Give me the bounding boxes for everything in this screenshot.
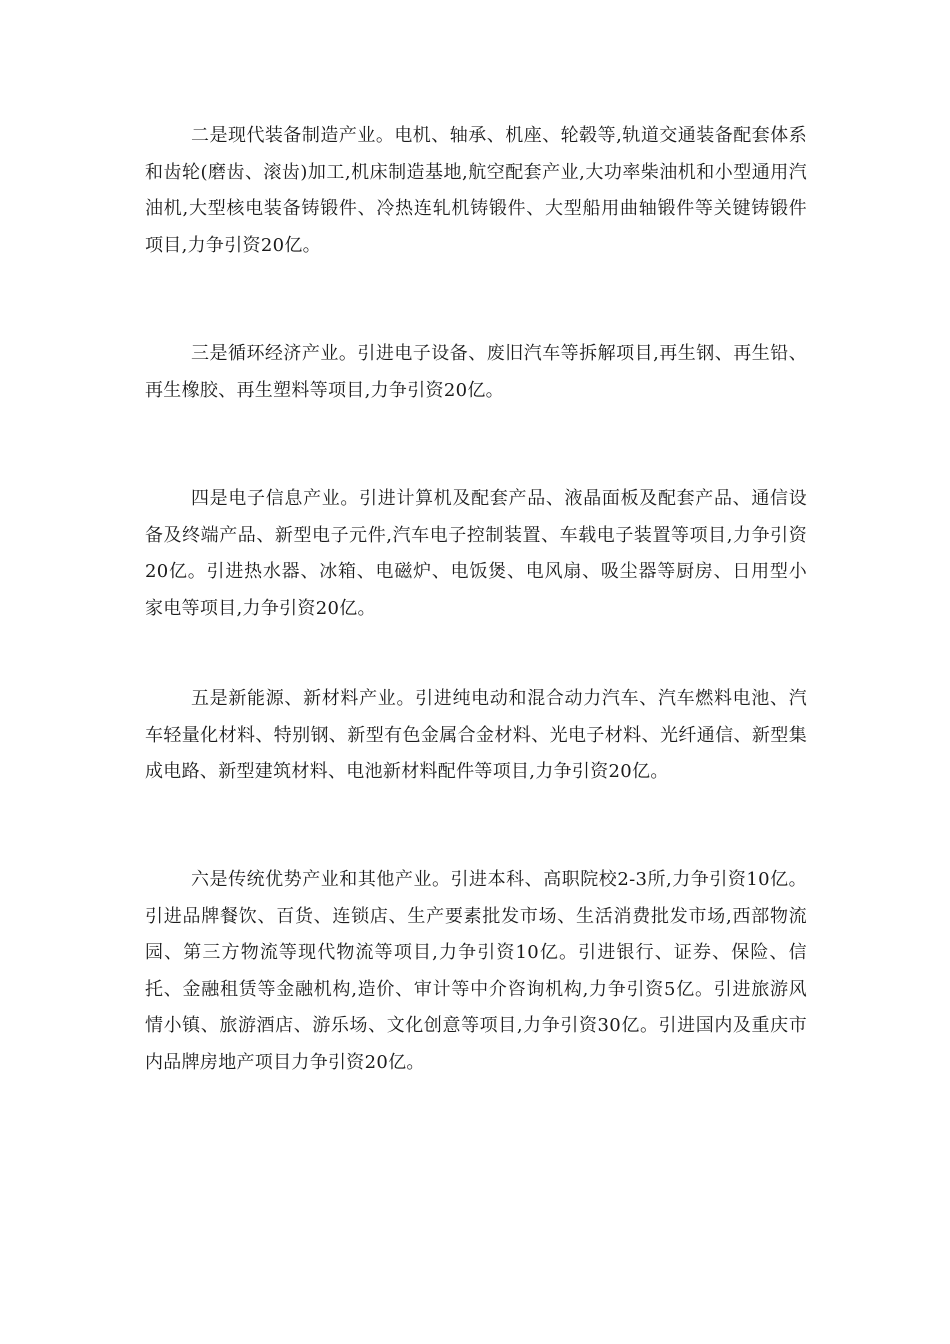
paragraph-traditional-industries: 六是传统优势产业和其他产业。引进本科、高职院校2-3所,力争引资10亿。引进品牌餐饮、百货、连锁店、生产要素批发市场、生活消费批发市场,西部物流园、第三方物流等现代物流等项目,力争引资10亿。引进银行、证券、保险、信托、金融租赁等金融机构,造价、审计等中介咨询机构,力争引资5亿。引进旅游风情小镇、旅游酒店、游乐场、文化创意等项目,力争引资30亿。引进国内及重庆市内品牌房地产项目力争引资20亿。: [145, 869, 807, 1073]
paragraph-circular-economy: 三是循环经济产业。引进电子设备、废旧汽车等拆解项目,再生钢、再生铅、再生橡胶、再生塑料等项目,力争引资20亿。: [145, 343, 807, 401]
paragraph-equipment-manufacturing: 二是现代装备制造产业。电机、轴承、机座、轮毂等,轨道交通装备配套体系和齿轮(磨齿、滚齿)加工,机床制造基地,航空配套产业,大功率柴油机和小型通用汽油机,大型核电装备铸锻件、冷热连轧机铸锻件、大型船用曲轴锻件等关键铸锻件项目,力争引资20亿。: [145, 125, 807, 256]
paragraph-electronic-information: 四是电子信息产业。引进计算机及配套产品、液晶面板及配套产品、通信设备及终端产品、新型电子元件,汽车电子控制装置、车载电子装置等项目,力争引资20亿。引进热水器、冰箱、电磁炉、电饭煲、电风扇、吸尘器等厨房、日用型小家电等项目,力争引资20亿。: [145, 488, 807, 619]
paragraph-new-energy-materials: 五是新能源、新材料产业。引进纯电动和混合动力汽车、汽车燃料电池、汽车轻量化材料、特别钢、新型有色金属合金材料、光电子材料、光纤通信、新型集成电路、新型建筑材料、电池新材料配件等项目,力争引资20亿。: [145, 688, 807, 782]
